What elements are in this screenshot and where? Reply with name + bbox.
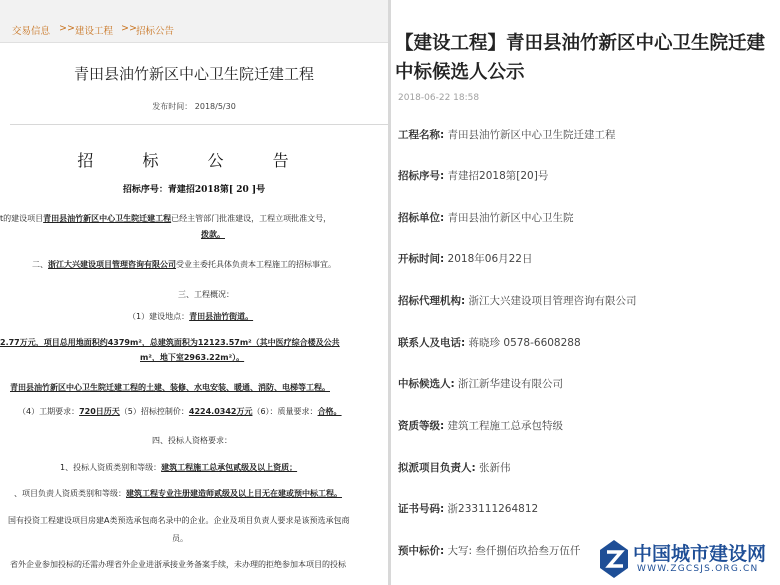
highlighted-text: 4224.0342万元 <box>188 407 253 416</box>
breadcrumb-trading-info[interactable]: 交易信息 <box>12 26 51 37</box>
detail-value: 蒋晓珍 0578-6608288 <box>468 337 581 349</box>
detail-label: 预中标价: <box>398 545 445 557</box>
body-text: 四、投标人资格要求： <box>152 436 232 445</box>
breadcrumb-separator: >> <box>59 23 75 34</box>
body-text: 、项目负责人资质类别和等级： <box>14 489 126 498</box>
page-title: 青田县油竹新区中心卫生院迁建工程 <box>73 65 314 83</box>
detail-label: 工程名称: <box>398 129 445 141</box>
highlighted-text: 青田县油竹街道。 <box>189 312 254 321</box>
detail-label: 证书号码: <box>398 503 445 515</box>
body-line <box>152 435 232 446</box>
notice-title-line-2: 中标候选人公示 <box>395 62 525 83</box>
notice-date: 2018-06-22 18:58 <box>398 93 480 103</box>
detail-row <box>398 168 548 183</box>
body-text: 省外企业参加投标的还需办理省外企业进浙承接业务备案手续，未办理的拒绝参加本项目的投标 <box>10 560 346 569</box>
body-line <box>172 533 188 544</box>
body-text: 1、投标人资质类别和等级： <box>60 463 162 472</box>
watermark-cn: 中国城市建设网 <box>633 543 767 565</box>
detail-value: 张新伟 <box>479 462 511 474</box>
detail-value: 青建招2018第[20]号 <box>447 170 549 182</box>
body-line <box>0 337 340 348</box>
detail-label: 资质等级: <box>398 420 445 432</box>
body-line <box>201 229 225 240</box>
body-text: （1）建设地点： <box>128 312 190 321</box>
notice-title <box>395 29 765 87</box>
detail-row <box>398 210 574 225</box>
breadcrumb-construction[interactable]: 建设工程 <box>75 26 114 37</box>
left-announcement-panel <box>0 0 388 585</box>
detail-row <box>398 460 511 475</box>
body-text: （6）：质量要求： <box>252 407 318 416</box>
site-watermark <box>597 534 780 585</box>
detail-value: 浙233111264812 <box>447 503 539 515</box>
detail-row <box>398 543 580 558</box>
body-line <box>0 213 331 224</box>
body-line <box>178 289 234 300</box>
highlighted-text: 2.77万元，项目总用地面积约4379m²，总建筑面积为12123.57m²（其中医疗综合楼及公共 <box>0 338 340 347</box>
detail-value: 青田县油竹新区中心卫生院 <box>447 212 574 224</box>
body-text: t的建设项目 <box>0 214 44 223</box>
breadcrumb <box>0 0 388 43</box>
detail-row <box>398 501 538 516</box>
body-line <box>10 382 330 393</box>
highlighted-text: 建筑工程施工总承包贰级及以上资质； <box>161 463 298 472</box>
body-line <box>8 515 349 526</box>
body-text: （5）招标控制价： <box>119 407 189 416</box>
detail-label: 中标候选人: <box>398 378 455 390</box>
body-text: 二、 <box>32 260 48 269</box>
body-line <box>60 462 297 473</box>
right-winner-notice-panel <box>391 0 780 585</box>
detail-value: 2018年06月22日 <box>447 253 533 265</box>
body-text: 受业主委托具体负责本工程施工的招标事宜。 <box>176 260 336 269</box>
detail-row <box>398 376 563 391</box>
detail-row <box>398 251 533 266</box>
announcement-heading: 招 标 公 告 <box>77 151 311 170</box>
body-line <box>140 352 244 363</box>
tender-number: 招标序号：青建招2018第[ 20 ]号 <box>122 185 266 195</box>
detail-label: 招标代理机构: <box>398 295 466 307</box>
highlighted-text: 720日历天 <box>79 407 120 416</box>
detail-value: 浙江大兴建设项目管理咨询有限公司 <box>468 295 637 307</box>
highlighted-text: 青田县油竹新区中心卫生院迁建工程的土建、装修、水电安装、暖通、消防、电梯等工程。 <box>10 383 330 392</box>
highlighted-text: 青田县油竹新区中心卫生院迁建工程 <box>43 214 172 223</box>
body-line <box>32 259 336 270</box>
body-text: 国有投资工程建设项目房建A类预选承包商名录中的企业。企业及项目负责人要求是该预选承包商 <box>8 516 350 525</box>
highlighted-text: m²，地下室2963.22m²）。 <box>140 353 245 362</box>
detail-label: 招标单位: <box>398 212 445 224</box>
detail-row <box>398 418 563 433</box>
detail-row <box>398 293 637 308</box>
highlighted-text: 浙江大兴建设项目管理咨询有限公司 <box>48 260 176 269</box>
breadcrumb-tender-notice[interactable]: 招标公告 <box>136 26 175 37</box>
detail-row <box>398 335 581 350</box>
body-line <box>10 559 346 570</box>
detail-value: 浙江新华建设有限公司 <box>458 378 564 390</box>
body-text: 员。 <box>172 534 188 543</box>
body-text: （4）工期要求： <box>18 407 80 416</box>
watermark-en: WWW.ZGCSJS.ORG.CN <box>637 564 759 574</box>
publish-date: 发布时间： 2018/5/30 <box>152 102 236 111</box>
divider <box>10 124 388 125</box>
detail-row <box>398 127 616 142</box>
highlighted-text: 建筑工程专业注册建造师贰级及以上目无在建或预中标工程。 <box>126 489 342 498</box>
detail-value: 大写: 叁仟捌佰玖拾叁万伍仟 <box>447 545 581 557</box>
site-logo-icon <box>597 538 631 580</box>
highlighted-text: 合格。 <box>317 407 342 416</box>
body-line <box>18 406 342 417</box>
notice-title-line-1: 【建设工程】青田县油竹新区中心卫生院迁建 <box>395 33 766 54</box>
detail-label: 开标时间: <box>398 253 445 265</box>
highlighted-text: 拨款。 <box>201 230 225 239</box>
body-line <box>128 311 253 322</box>
detail-label: 联系人及电话: <box>398 337 466 349</box>
detail-value: 建筑工程施工总承包特级 <box>447 420 564 432</box>
detail-value: 青田县油竹新区中心卫生院迁建工程 <box>447 129 616 141</box>
body-line <box>14 488 342 499</box>
detail-label: 拟派项目负责人: <box>398 462 476 474</box>
body-text: 已经主管部门批准建设，工程立项批准文号， <box>171 214 332 223</box>
body-text: 三、工程概况： <box>178 290 234 299</box>
breadcrumb-separator: >> <box>121 23 137 34</box>
detail-label: 招标序号: <box>398 170 445 182</box>
